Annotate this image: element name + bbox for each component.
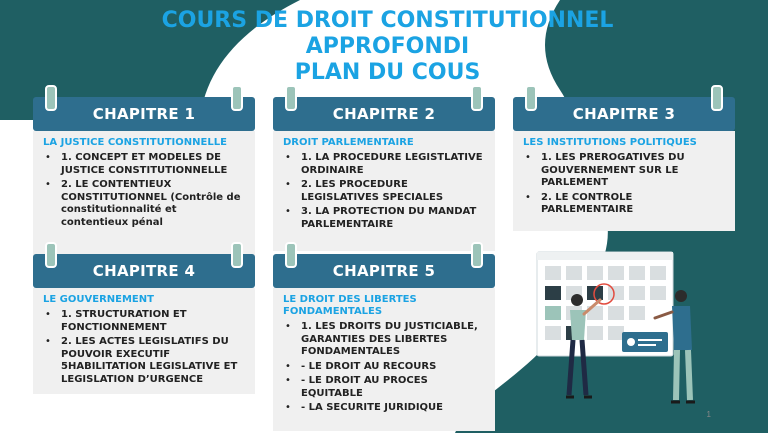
title-line-3: PLAN DU COUS — [294, 60, 481, 85]
title-line-2: APPROFONDI — [305, 34, 470, 59]
chapter-subtitle: LA JUSTICE CONSTITUTIONNELLE — [43, 137, 227, 148]
chapter-body-2 — [273, 131, 495, 251]
binder-ring-icon — [285, 242, 297, 268]
chapter-subtitle: DROIT PARLEMENTAIRE — [283, 137, 414, 148]
chapter-body-5 — [273, 288, 495, 431]
chapter-card-3 — [513, 97, 735, 231]
list-item: • 1. STRUCTURATION ET FONCTIONNEMENT — [61, 309, 247, 334]
chapter-card-1 — [33, 97, 255, 271]
list-item: • 2. LE CONTROLE PARLEMENTAIRE — [541, 192, 727, 217]
chapter-list — [43, 309, 247, 386]
binder-ring-icon — [231, 242, 243, 268]
chapter-list — [43, 152, 247, 229]
title-line-1: COURS DE DROIT CONSTITUTIONNEL — [161, 8, 614, 33]
chapter-body-1 — [33, 131, 255, 271]
chapter-card-4 — [33, 254, 255, 394]
chapter-header-3 — [513, 97, 735, 131]
chapter-subtitle: LE DROIT DES LIBERTES FONDAMENTALES — [283, 294, 417, 317]
chapter-card-2 — [273, 97, 495, 251]
chapter-header-4 — [33, 254, 255, 288]
list-item: • 2. LES PROCEDURE LEGISLATIVES SPECIALES — [301, 179, 487, 204]
chapter-title: CHAPITRE 1 — [92, 105, 196, 123]
binder-ring-icon — [231, 85, 243, 111]
chapter-header-5 — [273, 254, 495, 288]
chapter-title: CHAPITRE 5 — [332, 262, 436, 280]
binder-ring-icon — [711, 85, 723, 111]
page-number: 1 — [706, 410, 711, 419]
chapter-list — [283, 152, 487, 231]
chapter-card-5 — [273, 254, 495, 431]
binder-ring-icon — [285, 85, 297, 111]
list-item: • 1. LES DROITS DU JUSTICIABLE, GARANTIES DES LIBERTES FONDAMENTALES — [301, 321, 487, 359]
binder-ring-icon — [471, 85, 483, 111]
chapter-list — [523, 152, 727, 217]
page-title — [100, 8, 675, 86]
list-item: • 1. LA PROCEDURE LEGISTLATIVE ORDINAIRE — [301, 152, 487, 177]
list-item: • 2. LE CONTENTIEUX CONSTITUTIONNEL (Contrôle de constitutionnalité et contentieux pénal — [61, 179, 247, 229]
list-item: • 3. LA PROTECTION DU MANDAT PARLEMENTAIRE — [301, 206, 487, 231]
binder-ring-icon — [525, 85, 537, 111]
list-item: • 2. LES ACTES LEGISLATIFS DU POUVOIR EXECUTIF 5HABILITATION LEGISLATIVE ET LEGISLATION D’URGENCE — [61, 336, 247, 386]
chapter-header-2 — [273, 97, 495, 131]
chapter-header-1 — [33, 97, 255, 131]
chapter-list — [283, 321, 487, 415]
binder-ring-icon — [45, 85, 57, 111]
chapter-title: CHAPITRE 2 — [332, 105, 436, 123]
chapter-title: CHAPITRE 3 — [572, 105, 676, 123]
list-item: • 1. CONCEPT ET MODELES DE JUSTICE CONSTITUTIONNELLE — [61, 152, 247, 177]
chapter-body-4 — [33, 288, 255, 394]
chapter-title: CHAPITRE 4 — [92, 262, 196, 280]
illustration-planning-board — [537, 252, 673, 356]
list-item: • - LE DROIT AU PROCES EQUITABLE — [301, 375, 487, 400]
list-item: • - LA SECURITE JURIDIQUE — [301, 402, 487, 415]
chapter-subtitle: LE GOUVERNEMENT — [43, 294, 154, 305]
binder-ring-icon — [471, 242, 483, 268]
list-item: • - LE DROIT AU RECOURS — [301, 361, 487, 374]
chapter-subtitle: LES INSTITUTIONS POLITIQUES — [523, 137, 697, 148]
list-item: • 1. LES PREROGATIVES DU GOUVERNEMENT SUR LE PARLEMENT — [541, 152, 727, 190]
binder-ring-icon — [45, 242, 57, 268]
chapter-body-3 — [513, 131, 735, 231]
